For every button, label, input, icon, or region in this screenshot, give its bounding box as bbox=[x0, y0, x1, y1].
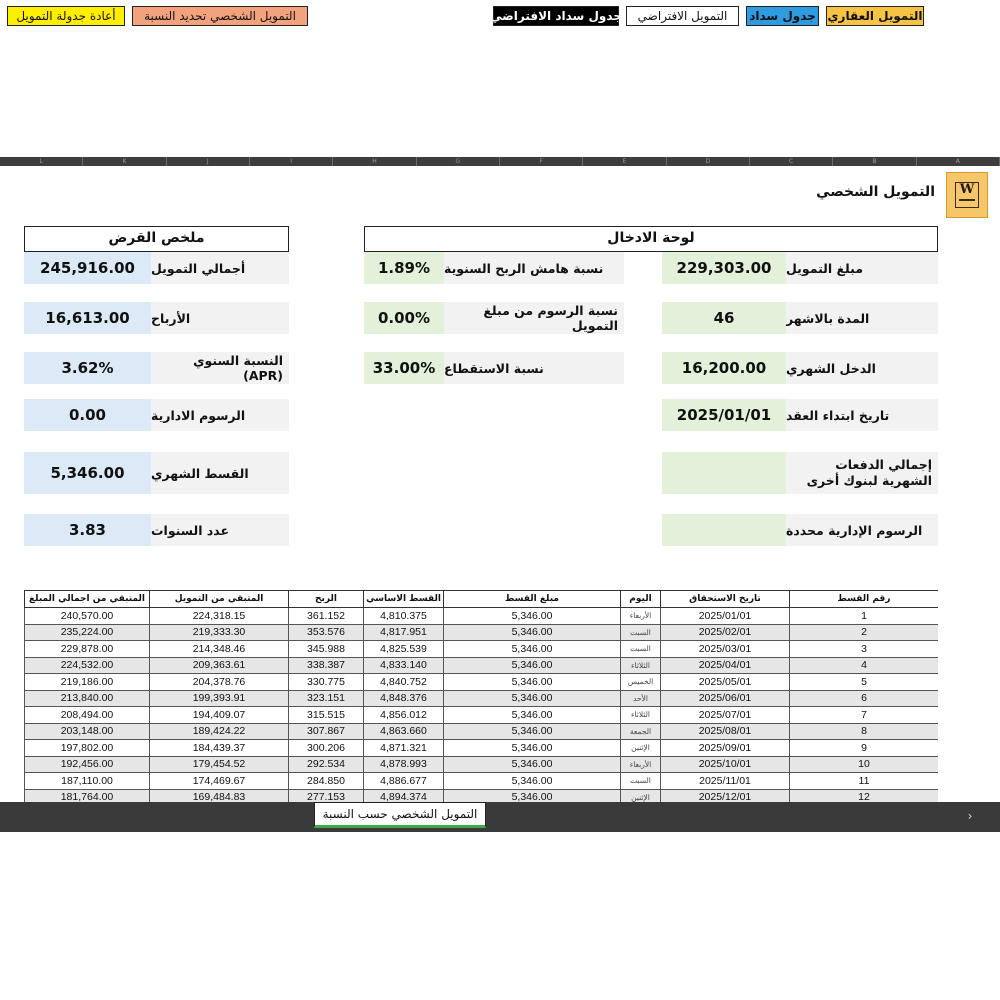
financing-amount-label: مبلغ التمويل bbox=[786, 252, 938, 284]
profit-cell[interactable]: 338.387 bbox=[289, 657, 364, 674]
remaining-financing-cell[interactable]: 204,378.76 bbox=[150, 674, 289, 691]
remaining-financing-cell[interactable]: 169,484.83 bbox=[150, 789, 289, 802]
day-cell[interactable]: السبت bbox=[621, 641, 661, 658]
header-due-date: تاريخ الاستحقاق bbox=[661, 591, 790, 608]
schedule-header-row bbox=[25, 591, 939, 608]
page-title: التمويل الشخصي bbox=[816, 184, 935, 200]
profit-cell[interactable]: 307.867 bbox=[289, 723, 364, 740]
schedule-table bbox=[24, 590, 938, 802]
profit-margin-label: نسبة هامش الربح السنوية bbox=[444, 252, 624, 284]
installment-number-cell[interactable]: 9 bbox=[790, 740, 939, 757]
remaining-total-cell[interactable]: 213,840.00 bbox=[25, 690, 150, 707]
fees-ratio-label: نسبة الرسوم من مبلغ التمويل bbox=[444, 302, 624, 334]
table-row bbox=[25, 674, 939, 691]
tab-scroll-arrow-icon[interactable]: › bbox=[967, 809, 973, 823]
due-date-cell[interactable]: 2025/07/01 bbox=[661, 707, 790, 724]
installment-number-cell[interactable]: 5 bbox=[790, 674, 939, 691]
due-date-cell[interactable]: 2025/12/01 bbox=[661, 789, 790, 802]
logo-icon bbox=[946, 172, 988, 218]
profit-cell[interactable]: 284.850 bbox=[289, 773, 364, 790]
header-installment-number: رقم القسط bbox=[790, 591, 939, 608]
installment-amount-cell[interactable]: 5,346.00 bbox=[444, 608, 621, 625]
installment-amount-cell[interactable]: 5,346.00 bbox=[444, 690, 621, 707]
header-principal: القسط الاساسي bbox=[364, 591, 444, 608]
principal-cell[interactable]: 4,825.539 bbox=[364, 641, 444, 658]
remaining-total-cell[interactable]: 235,224.00 bbox=[25, 624, 150, 641]
remaining-total-cell[interactable]: 229,878.00 bbox=[25, 641, 150, 658]
tab-payment-schedule[interactable]: جدول سداد bbox=[746, 6, 819, 26]
other-bank-payments-input[interactable] bbox=[662, 452, 786, 494]
installment-number-cell[interactable]: 11 bbox=[790, 773, 939, 790]
table-row bbox=[25, 740, 939, 757]
years-label: عدد السنوات bbox=[151, 514, 289, 546]
remaining-total-cell[interactable]: 197,802.00 bbox=[25, 740, 150, 757]
installment-number-cell[interactable]: 7 bbox=[790, 707, 939, 724]
installment-number-cell[interactable]: 12 bbox=[790, 789, 939, 802]
due-date-cell[interactable]: 2025/06/01 bbox=[661, 690, 790, 707]
profit-cell[interactable]: 361.152 bbox=[289, 608, 364, 625]
remaining-total-cell[interactable]: 187,110.00 bbox=[25, 773, 150, 790]
due-date-cell[interactable]: 2025/09/01 bbox=[661, 740, 790, 757]
monthly-installment-value: 5,346.00 bbox=[24, 452, 151, 494]
table-row bbox=[25, 641, 939, 658]
principal-cell[interactable]: 4,848.376 bbox=[364, 690, 444, 707]
day-cell[interactable]: الأحد bbox=[621, 690, 661, 707]
remaining-financing-cell[interactable]: 199,393.91 bbox=[150, 690, 289, 707]
remaining-total-cell[interactable]: 240,570.00 bbox=[25, 608, 150, 625]
tab-virtual-financing[interactable]: التمويل الافتراضي bbox=[626, 6, 739, 26]
installment-number-cell[interactable]: 1 bbox=[790, 608, 939, 625]
monthly-income-label: الدخل الشهري bbox=[786, 352, 938, 384]
installment-amount-cell[interactable]: 5,346.00 bbox=[444, 740, 621, 757]
principal-cell[interactable]: 4,817.951 bbox=[364, 624, 444, 641]
installment-amount-cell[interactable]: 5,346.00 bbox=[444, 707, 621, 724]
table-row bbox=[25, 723, 939, 740]
total-financing-value: 245,916.00 bbox=[24, 252, 151, 284]
remaining-total-cell[interactable]: 208,494.00 bbox=[25, 707, 150, 724]
installment-amount-cell[interactable]: 5,346.00 bbox=[444, 641, 621, 658]
table-row bbox=[25, 773, 939, 790]
profit-cell[interactable]: 323.151 bbox=[289, 690, 364, 707]
day-cell[interactable]: الأربعاء bbox=[621, 756, 661, 773]
profit-margin-input[interactable]: 1.89% bbox=[364, 252, 444, 284]
admin-fees-label: الرسوم الادارية bbox=[151, 399, 289, 431]
remaining-financing-cell[interactable]: 194,409.07 bbox=[150, 707, 289, 724]
column-header[interactable]: J bbox=[167, 157, 250, 166]
header-remaining-total: المتبقي من اجمالي المبلغ bbox=[25, 591, 150, 608]
remaining-financing-cell[interactable]: 224,318.15 bbox=[150, 608, 289, 625]
due-date-cell[interactable]: 2025/08/01 bbox=[661, 723, 790, 740]
installment-amount-cell[interactable]: 5,346.00 bbox=[444, 624, 621, 641]
start-date-input[interactable]: 2025/01/01 bbox=[662, 399, 786, 431]
header-profit: الربح bbox=[289, 591, 364, 608]
column-header[interactable]: H bbox=[333, 157, 416, 166]
apr-label: النسبة السنوي (APR) bbox=[151, 352, 289, 384]
principal-cell[interactable]: 4,878.993 bbox=[364, 756, 444, 773]
principal-cell[interactable]: 4,840.752 bbox=[364, 674, 444, 691]
installment-number-cell[interactable]: 6 bbox=[790, 690, 939, 707]
fixed-admin-fees-input[interactable] bbox=[662, 514, 786, 546]
years-value: 3.83 bbox=[24, 514, 151, 546]
table-row bbox=[25, 657, 939, 674]
installment-number-cell[interactable]: 10 bbox=[790, 756, 939, 773]
total-financing-label: أجمالي التمويل bbox=[151, 252, 289, 284]
profit-cell[interactable]: 345.988 bbox=[289, 641, 364, 658]
principal-cell[interactable]: 4,810.375 bbox=[364, 608, 444, 625]
months-input[interactable]: 46 bbox=[662, 302, 786, 334]
fees-ratio-input[interactable]: 0.00% bbox=[364, 302, 444, 334]
remaining-financing-cell[interactable]: 184,439.37 bbox=[150, 740, 289, 757]
remaining-financing-cell[interactable]: 209,363.61 bbox=[150, 657, 289, 674]
table-row bbox=[25, 707, 939, 724]
column-header[interactable]: A bbox=[917, 157, 1000, 166]
table-row bbox=[25, 756, 939, 773]
table-row bbox=[25, 624, 939, 641]
day-cell[interactable]: الأربعاء bbox=[621, 608, 661, 625]
table-row bbox=[25, 608, 939, 625]
due-date-cell[interactable]: 2025/10/01 bbox=[661, 756, 790, 773]
remaining-financing-cell[interactable]: 179,454.52 bbox=[150, 756, 289, 773]
remaining-total-cell[interactable]: 181,764.00 bbox=[25, 789, 150, 802]
principal-cell[interactable]: 4,856.012 bbox=[364, 707, 444, 724]
tab-real-estate[interactable]: التمويل العقاري bbox=[826, 6, 924, 26]
principal-cell[interactable]: 4,871.321 bbox=[364, 740, 444, 757]
day-cell[interactable]: السبت bbox=[621, 624, 661, 641]
remaining-financing-cell[interactable]: 174,469.67 bbox=[150, 773, 289, 790]
installment-amount-cell[interactable]: 5,346.00 bbox=[444, 756, 621, 773]
installment-number-cell[interactable]: 4 bbox=[790, 657, 939, 674]
column-header[interactable]: D bbox=[667, 157, 750, 166]
table-row bbox=[25, 789, 939, 802]
tab-virtual-schedule[interactable]: جدول سداد الافتراضي bbox=[493, 6, 619, 26]
installment-amount-cell[interactable]: 5,346.00 bbox=[444, 657, 621, 674]
profits-label: الأرباح bbox=[151, 302, 289, 334]
due-date-cell[interactable]: 2025/11/01 bbox=[661, 773, 790, 790]
remaining-financing-cell[interactable]: 219,333.30 bbox=[150, 624, 289, 641]
profit-cell[interactable]: 292.534 bbox=[289, 756, 364, 773]
due-date-cell[interactable]: 2025/02/01 bbox=[661, 624, 790, 641]
remaining-total-cell[interactable]: 224,532.00 bbox=[25, 657, 150, 674]
monthly-income-input[interactable]: 16,200.00 bbox=[662, 352, 786, 384]
column-header[interactable]: F bbox=[500, 157, 583, 166]
table-row bbox=[25, 690, 939, 707]
due-date-cell[interactable]: 2025/05/01 bbox=[661, 674, 790, 691]
apr-value: 3.62% bbox=[24, 352, 151, 384]
profits-value: 16,613.00 bbox=[24, 302, 151, 334]
column-header[interactable]: K bbox=[83, 157, 166, 166]
day-cell[interactable]: السبت bbox=[621, 773, 661, 790]
column-header[interactable]: B bbox=[833, 157, 916, 166]
principal-cell[interactable]: 4,894.374 bbox=[364, 789, 444, 802]
remaining-financing-cell[interactable]: 189,424.22 bbox=[150, 723, 289, 740]
deduction-ratio-label: نسبة الاستقطاع bbox=[444, 352, 624, 384]
summary-panel-header: ملخص القرض bbox=[24, 226, 289, 252]
due-date-cell[interactable]: 2025/04/01 bbox=[661, 657, 790, 674]
installment-amount-cell[interactable]: 5,346.00 bbox=[444, 789, 621, 802]
remaining-total-cell[interactable]: 219,186.00 bbox=[25, 674, 150, 691]
principal-cell[interactable]: 4,833.140 bbox=[364, 657, 444, 674]
installment-number-cell[interactable]: 3 bbox=[790, 641, 939, 658]
start-date-label: تاريخ ابتداء العقد bbox=[786, 399, 938, 431]
due-date-cell[interactable]: 2025/03/01 bbox=[661, 641, 790, 658]
header-installment-amount: مبلغ القسط bbox=[444, 591, 621, 608]
admin-fees-value: 0.00 bbox=[24, 399, 151, 431]
header-remaining-financing: المتبقي من التمويل bbox=[150, 591, 289, 608]
header-day: اليوم bbox=[621, 591, 661, 608]
installment-amount-cell[interactable]: 5,346.00 bbox=[444, 674, 621, 691]
remaining-total-cell[interactable]: 203,148.00 bbox=[25, 723, 150, 740]
installment-amount-cell[interactable]: 5,346.00 bbox=[444, 773, 621, 790]
deduction-ratio-input[interactable]: 33.00% bbox=[364, 352, 444, 384]
tab-reschedule[interactable]: أعادة جدولة التمويل bbox=[7, 6, 125, 26]
day-cell[interactable]: الجمعة bbox=[621, 723, 661, 740]
financing-amount-input[interactable]: 229,303.00 bbox=[662, 252, 786, 284]
other-bank-payments-label: إجمالي الدفعات الشهرية لبنوك أخرى bbox=[786, 452, 938, 494]
installment-amount-cell[interactable]: 5,346.00 bbox=[444, 723, 621, 740]
tab-personal-set-ratio[interactable]: التمويل الشخصي تحديد النسبة bbox=[132, 6, 308, 26]
principal-cell[interactable]: 4,863.660 bbox=[364, 723, 444, 740]
input-panel-header: لوحة الادخال bbox=[364, 226, 938, 252]
column-header[interactable]: E bbox=[583, 157, 666, 166]
remaining-total-cell[interactable]: 192,456.00 bbox=[25, 756, 150, 773]
day-cell[interactable]: الإثنين bbox=[621, 789, 661, 802]
profit-cell[interactable]: 300.206 bbox=[289, 740, 364, 757]
installment-number-cell[interactable]: 2 bbox=[790, 624, 939, 641]
profit-cell[interactable]: 330.775 bbox=[289, 674, 364, 691]
principal-cell[interactable]: 4,886.677 bbox=[364, 773, 444, 790]
profit-cell[interactable]: 315.515 bbox=[289, 707, 364, 724]
day-cell[interactable]: الخميس bbox=[621, 674, 661, 691]
column-header[interactable]: G bbox=[417, 157, 500, 166]
months-label: المدة بالاشهر bbox=[786, 302, 938, 334]
day-cell[interactable]: الإثنين bbox=[621, 740, 661, 757]
monthly-installment-label: القسط الشهري bbox=[151, 452, 289, 494]
day-cell[interactable]: الثلاثاء bbox=[621, 707, 661, 724]
logo-letter: W bbox=[959, 182, 975, 197]
sheet-tab-bar bbox=[0, 802, 1000, 832]
fixed-admin-fees-label: الرسوم الإدارية محددة bbox=[786, 514, 938, 546]
column-header-bar bbox=[0, 157, 1000, 166]
tab-personal-by-ratio[interactable]: التمويل الشخصي حسب النسبة bbox=[314, 802, 486, 828]
column-header[interactable]: I bbox=[250, 157, 333, 166]
remaining-financing-cell[interactable]: 214,348.46 bbox=[150, 641, 289, 658]
profit-cell[interactable]: 353.576 bbox=[289, 624, 364, 641]
installment-number-cell[interactable]: 8 bbox=[790, 723, 939, 740]
profit-cell[interactable]: 277.153 bbox=[289, 789, 364, 802]
column-header[interactable]: C bbox=[750, 157, 833, 166]
column-header[interactable]: L bbox=[0, 157, 83, 166]
day-cell[interactable]: الثلاثاء bbox=[621, 657, 661, 674]
due-date-cell[interactable]: 2025/01/01 bbox=[661, 608, 790, 625]
